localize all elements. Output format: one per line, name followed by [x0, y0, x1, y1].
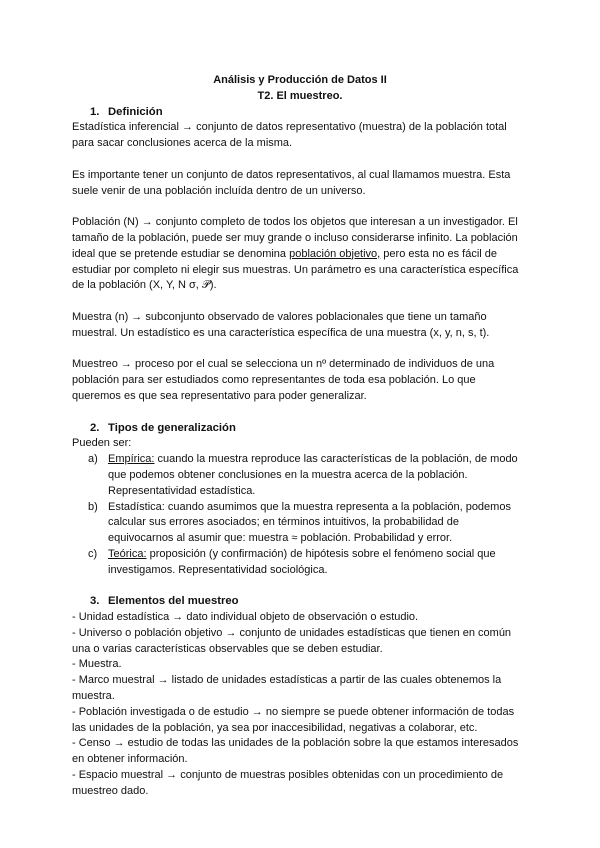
section-heading: [72, 421, 600, 437]
text-line: en obtener información.: [72, 753, 188, 766]
blank-line: [72, 579, 600, 595]
text-line: - Unidad estadística → dato individual objeto de observación o estudio.: [72, 611, 419, 624]
document-body: [72, 105, 600, 800]
text-line: muestral. Un estadístico es una característica específica de una muestra (x, y, n, s, t).: [72, 326, 490, 339]
list-item-continuation: calcular sus errores asociados; en términos intuitivos, la probabilidad de: [108, 516, 459, 529]
text-line: - Marco muestral → listado de unidades estadísticas a partir de las cuales obtenemos la: [72, 674, 502, 687]
text-line: queremos es que sea representativo para poder generalizar.: [72, 389, 367, 402]
list-item-continuation: equivocarnos al asumir que: muestra ≈ población. Probabilidad y error.: [108, 532, 453, 545]
underlined-term: Empírica:: [108, 453, 155, 466]
list-item: [72, 452, 600, 468]
text-line: Pueden ser:: [72, 437, 132, 450]
text-line: - Población investigada o de estudio → no siempre se puede obtener información de todas: [72, 705, 515, 718]
text-line: población para ser estudiados como representantes de toda esa población. Lo que: [72, 374, 476, 387]
text-line: - Muestra.: [72, 658, 122, 671]
blank-line: [72, 199, 600, 215]
underlined-term: población objetivo,: [289, 247, 381, 260]
section-title: Elementos del muestreo: [108, 595, 239, 608]
section-title: Definición: [108, 105, 163, 118]
section-title: Tipos de generalización: [108, 421, 236, 434]
text-segment: proposición (y confirmación) de hipótesis sobre el fenómeno social que: [146, 547, 496, 560]
document-subtitle: T2. El muestreo.: [257, 89, 343, 102]
text-segment: cuando la muestra reproduce las características de la población, de modo: [154, 453, 518, 466]
section-number: 3.: [90, 595, 100, 608]
text-segment: pero esta no es fácil de: [380, 247, 498, 260]
text-line: tamaño de la población, puede ser muy grande o incluso considerarse infinito. La población: [72, 231, 518, 244]
text-line: [72, 247, 600, 263]
section-number: 1.: [90, 105, 100, 118]
section-number: 2.: [90, 421, 100, 434]
section-heading: [72, 105, 600, 121]
text-line: de la población (X, Y, N σ, 𝒫).: [72, 279, 217, 292]
text-line: las unidades de la población, ya sea por inaccesibilidad, negativas a colaborar, etc.: [72, 721, 478, 734]
blank-line: [72, 342, 600, 358]
section-heading: [72, 594, 600, 610]
text-line: una o varias características observables que se deben estudiar.: [72, 642, 383, 655]
list-item: [72, 500, 600, 516]
text-line: muestra.: [72, 690, 115, 703]
text-line: Estadística inferencial → conjunto de datos representativo (muestra) de la población total: [72, 121, 507, 134]
text-line: - Espacio muestral → conjunto de muestras posibles obtenidas con un procedimiento de: [72, 769, 504, 782]
text-line: Muestra (n) → subconjunto observado de valores poblacionales que tiene un tamaño: [72, 310, 487, 323]
text-segment: Estadística: cuando asumimos que la muestra representa a la población, podemos: [108, 500, 511, 513]
blank-line: [72, 405, 600, 421]
blank-line: [72, 294, 600, 310]
text-line: para sacar conclusiones acerca de la misma.: [72, 137, 293, 150]
text-segment: ideal que se pretende estudiar se denomina: [72, 247, 290, 260]
text-line: - Universo o población objetivo → conjunto de unidades estadísticas que tienen en común: [72, 626, 512, 639]
list-item-continuation: investigamos. Representatividad sociológica.: [108, 563, 328, 576]
document-title: Análisis y Producción de Datos II: [213, 74, 387, 86]
text-line: Muestreo → proceso por el cual se selecciona un nº determinado de individuos de una: [72, 358, 495, 371]
list-item: [72, 547, 600, 563]
text-line: estudiar por completo ni elegir sus muestras. Un parámetro es una característica específica: [72, 263, 519, 276]
text-line: Es importante tener un conjunto de datos representativos, al cual llamamos muestra. Esta: [72, 168, 511, 181]
text-line: suele venir de una población incluída dentro de un universo.: [72, 184, 366, 197]
list-item-label: b): [88, 500, 98, 513]
list-item-continuation: Representatividad estadística.: [108, 484, 256, 497]
text-line: Población (N) → conjunto completo de todos los objetos que interesan a un investigador. El: [72, 216, 518, 229]
list-item-continuation: que podemos obtener conclusiones en la muestra acerca de la población.: [108, 468, 468, 481]
list-item-label: a): [88, 453, 98, 466]
text-line: - Censo → estudio de todas las unidades de la población sobre la que estamos interesados: [72, 737, 519, 750]
list-item-label: c): [88, 547, 98, 560]
blank-line: [72, 152, 600, 168]
underlined-term: Teórica:: [108, 547, 147, 560]
text-line: muestreo dado.: [72, 784, 149, 797]
